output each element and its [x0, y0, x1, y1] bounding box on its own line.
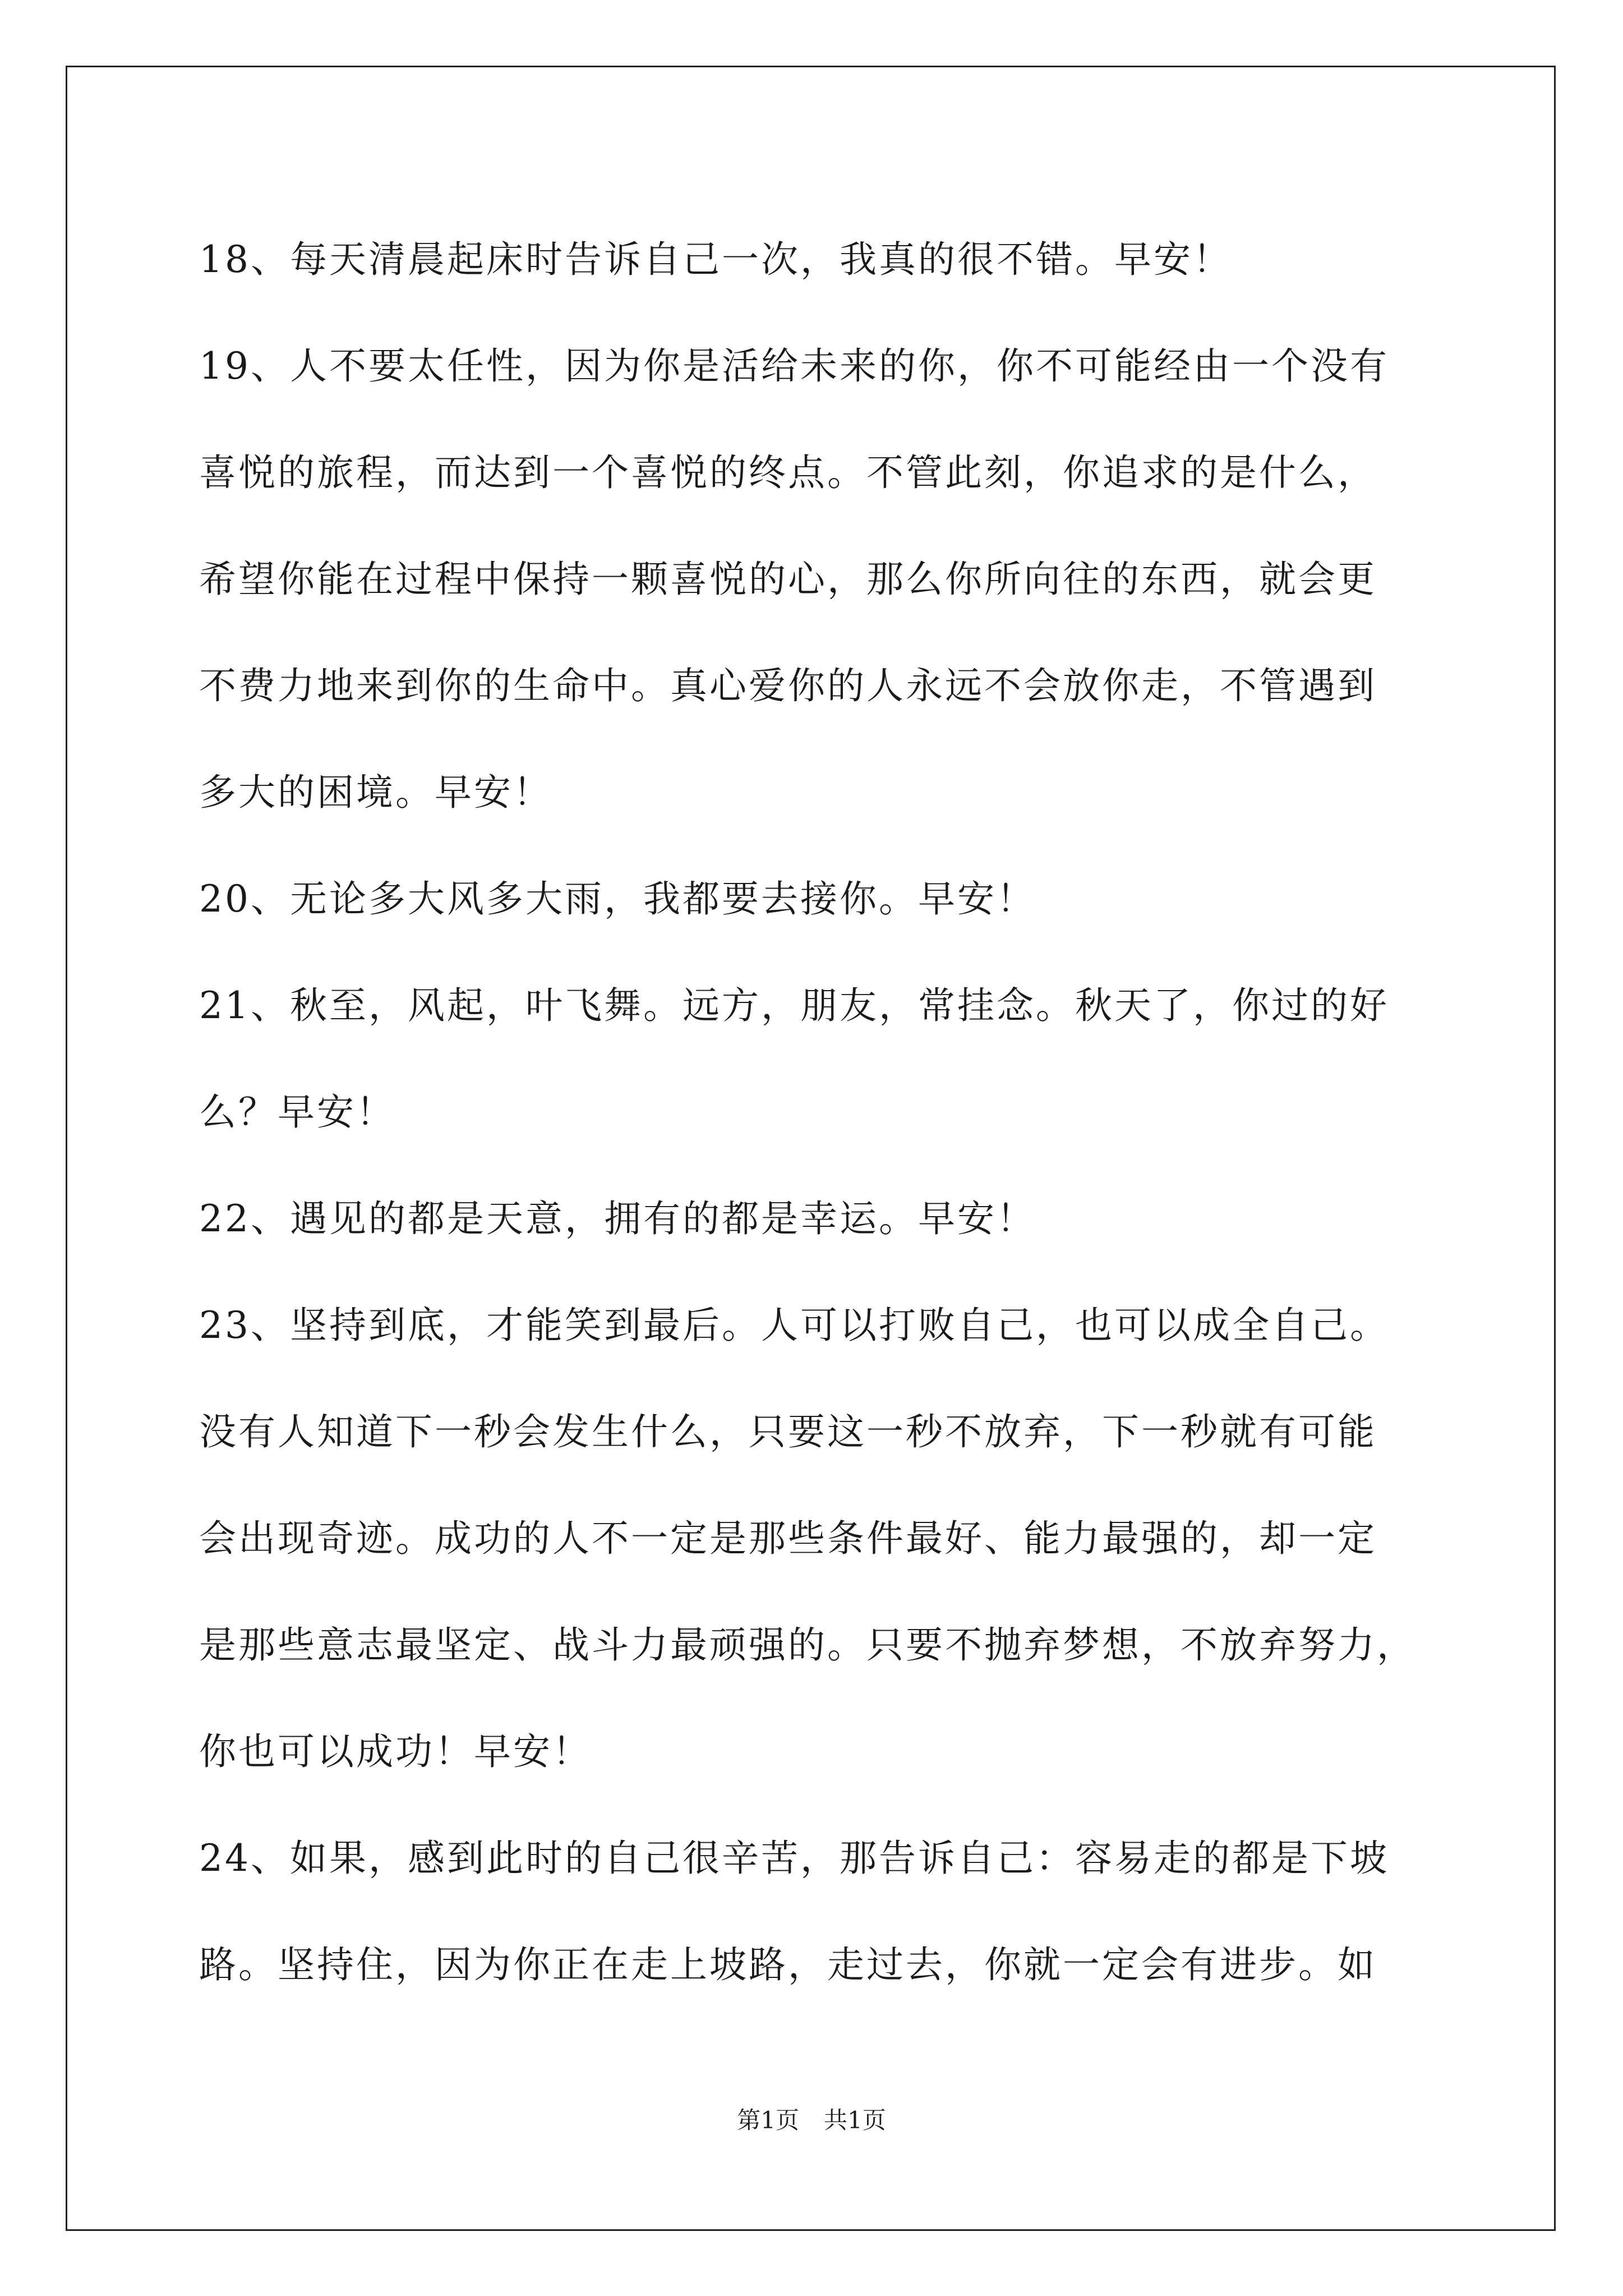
text-line: 24、如果，感到此时的自己很辛苦，那告诉自己：容易走的都是下坡 [199, 1837, 1389, 1880]
text-line: 没有人知道下一秒会发生什么，只要这一秒不放弃，下一秒就有可能 [199, 1410, 1377, 1453]
text-line: 会出现奇迹。成功的人不一定是那些条件最好、能力最强的，却一定 [199, 1517, 1377, 1560]
text-line: 希望你能在过程中保持一颗喜悦的心，那么你所向往的东西，就会更 [199, 558, 1377, 601]
text-line: 路。坚持住，因为你正在走上坡路，走过去，你就一定会有进步。如 [199, 1943, 1377, 1986]
text-line: 19、人不要太任性，因为你是活给未来的你，你不可能经由一个没有 [199, 344, 1389, 388]
text-line: 22、遇见的都是天意，拥有的都是幸运。早安！ [199, 1197, 1036, 1240]
text-line: 你也可以成功！早安！ [199, 1730, 592, 1773]
text-line: 多大的困境。早安！ [199, 771, 552, 814]
text-line: 21、秋至，风起，叶飞舞。远方，朋友，常挂念。秋天了，你过的好 [199, 984, 1389, 1027]
text-line: 23、坚持到底，才能笑到最后。人可以打败自己，也可以成全自己。 [199, 1304, 1389, 1347]
text-line: 18、每天清晨起床时告诉自己一次，我真的很不错。早安！ [199, 238, 1232, 281]
text-line: 20、无论多大风多大雨，我都要去接你。早安！ [199, 877, 1036, 921]
page-footer [0, 2104, 1623, 2137]
text-line: 是那些意志最坚定、战斗力最顽强的。只要不抛弃梦想，不放弃努力， [199, 1623, 1416, 1667]
text-line: 么？早安！ [199, 1091, 395, 1134]
text-line: 不费力地来到你的生命中。真心爱你的人永远不会放你走，不管遇到 [199, 664, 1377, 707]
page-count: 共1页 [824, 2106, 886, 2134]
page-number: 第1页 [737, 2106, 799, 2134]
text-line: 喜悦的旅程，而达到一个喜悦的终点。不管此刻，你追求的是什么， [199, 451, 1377, 494]
document-body [199, 218, 1433, 2030]
